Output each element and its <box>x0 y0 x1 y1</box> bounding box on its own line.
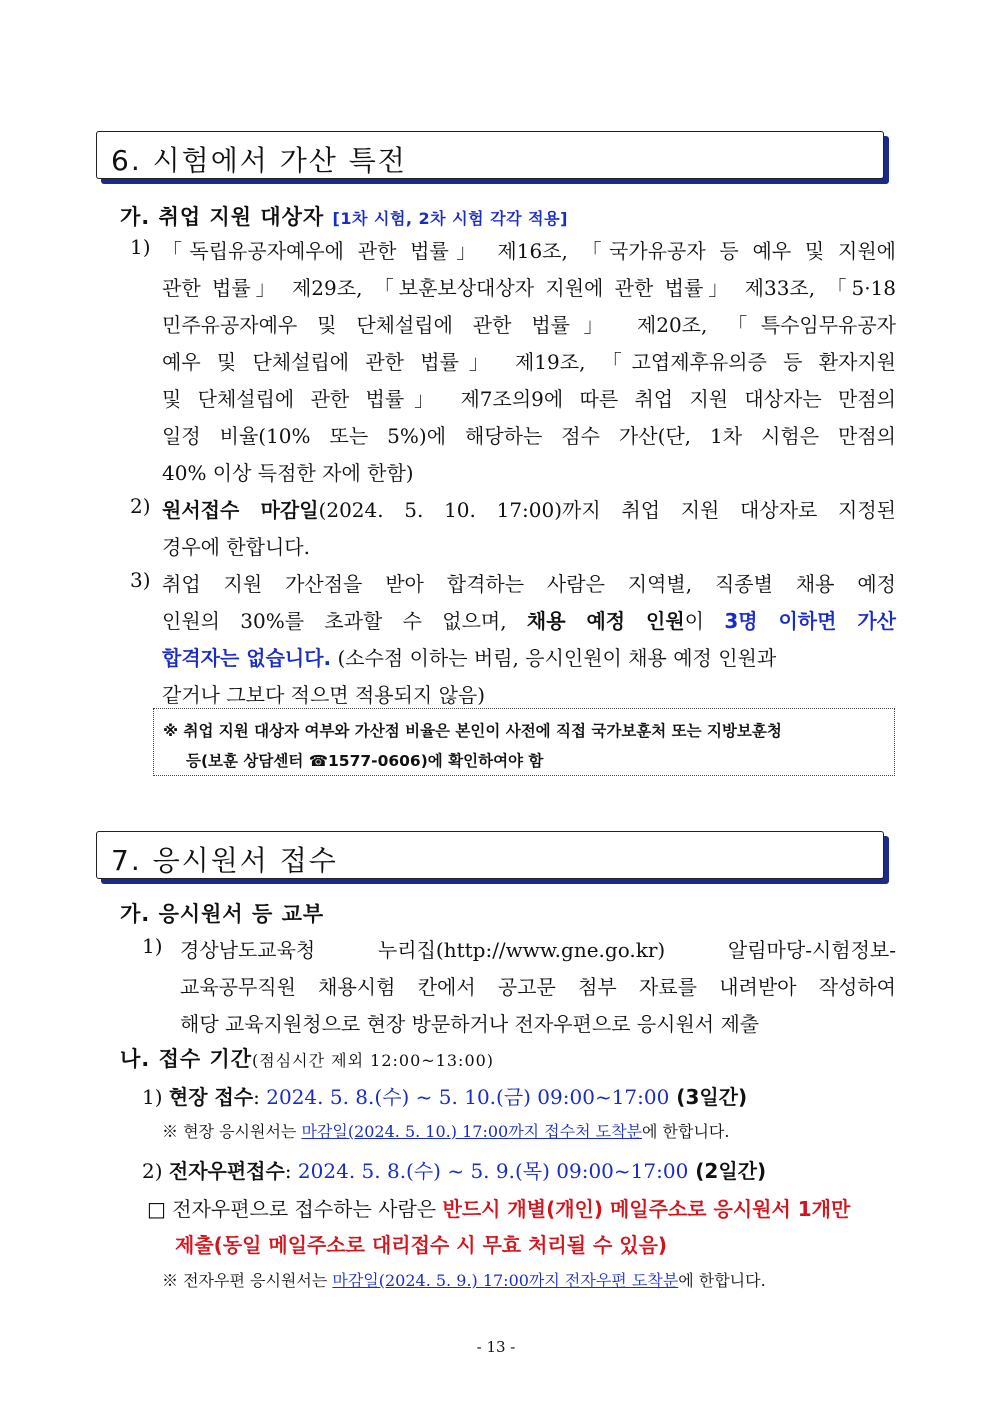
item-number: 1) <box>142 934 163 958</box>
emphasis-text: 합격자는 없습니다. <box>162 646 332 670</box>
onsite-deadline: 마감일(2024. 5. 10.) 17:00까지 접수처 도착분 <box>301 1122 643 1141</box>
subheading-title: 가. 취업 지원 대상자 <box>120 205 325 229</box>
paragraph-line: 예우 및 단체설립에 관한 법률」 제19조, 「고엽제후유의증 등 환자지원 <box>162 350 896 374</box>
paragraph-line: 민주유공자예우 및 단체설립에 관한 법률」 제20조, 「특수임무유공자 <box>162 313 896 337</box>
lunch-note: (점심시간 제외 12:00~13:00) <box>252 1051 495 1070</box>
item-number: 3) <box>130 568 151 592</box>
email-note: ※ 전자우편 응시원서는 마감일(2024. 5. 9.) 17:00까지 전자우편 도착분에 한합니다. <box>162 1271 766 1290</box>
paragraph-line: 해당 교육지원청으로 현장 방문하거나 전자우편으로 응시원서 제출 <box>180 1012 760 1036</box>
email-deadline: 마감일(2024. 5. 9.) 17:00까지 전자우편 도착분 <box>332 1271 679 1290</box>
onsite-note: ※ 현장 응시원서는 마감일(2024. 5. 10.) 17:00까지 접수처 도착분에 한합니다. <box>162 1122 730 1141</box>
item-number: 1) <box>130 235 151 259</box>
section-6-title: 6. 시험에서 가산 특전 <box>111 144 407 177</box>
subheading-reception-period <box>120 1043 494 1073</box>
deadline-label: 원서접수 마감일 <box>162 498 319 522</box>
emphasis-text: 3명 이하면 가산 <box>724 609 896 633</box>
section-7-title: 7. 응시원서 접수 <box>111 844 338 877</box>
page-number: - 13 - <box>476 1338 516 1356</box>
email-box-line: □ 전자우편으로 접수하는 사람은 반드시 개별(개인) 메일주소로 응시원서 1개만 <box>147 1197 851 1221</box>
warning-text: 반드시 개별(개인) 메일주소로 응시원서 1개만 <box>442 1197 851 1221</box>
email-box-line <box>175 1229 667 1258</box>
onsite-period: 2024. 5. 8.(수) ~ 5. 10.(금) 09:00~17:00 <box>266 1085 670 1109</box>
item-3-line: 취업 지원 가산점을 받아 합격하는 사람은 지역별, 직종별 채용 예정 <box>162 572 896 596</box>
paragraph-line: 관한 법률」 제29조, 「보훈보상대상자 지원에 관한 법률」 제33조, 「5·18 <box>162 276 896 300</box>
paragraph-line: 40% 이상 득점한 자에 한함) <box>162 461 414 485</box>
paragraph-line: 「독립유공자예우에 관한 법률」 제16조, 「국가유공자 등 예우 및 지원에 <box>162 239 896 263</box>
deadline-text: (2024. 5. 10. 17:00)까지 취업 지원 대상자로 지정된 <box>318 498 896 522</box>
item-number: 2) <box>130 494 151 518</box>
onsite-row: 1) 현장 접수: 2024. 5. 8.(수) ~ 5. 10.(금) 09:00~17:00 (3일간) <box>142 1085 748 1109</box>
subheading-form-distribution: 가. 응시원서 등 교부 <box>120 902 325 926</box>
item-3-line: 인원의 30%를 초과할 수 없으며, 채용 예정 인원이 3명 이하면 가산 <box>162 609 896 633</box>
section-7-header <box>96 831 884 879</box>
email-period: 2024. 5. 8.(수) ~ 5. 9.(목) 09:00~17:00 <box>297 1159 689 1183</box>
subheading-employment-support <box>120 201 568 231</box>
notice-line: 등(보훈 상담센터 ☎1577-0606)에 확인하여야 함 <box>186 752 544 770</box>
notice-line: ※ 취업 지원 대상자 여부와 가산점 비율은 본인이 사전에 직접 국가보훈처 또는 지방보훈청 <box>163 722 782 740</box>
section-6-header <box>96 131 884 179</box>
application-note: [1차 시험, 2차 시험 각각 적용] <box>332 209 568 228</box>
email-row: 2) 전자우편접수: 2024. 5. 8.(수) ~ 5. 9.(목) 09:00~17:00 (2일간) <box>142 1159 767 1183</box>
planned-headcount-text: 채용 예정 인원 <box>526 609 685 633</box>
paragraph-line: 일정 비율(10% 또는 5%)에 해당하는 점수 가산(단, 1차 시험은 만점의 <box>162 424 896 448</box>
warning-text: 제출(동일 메일주소로 대리접수 시 무효 처리될 수 있음) <box>175 1233 668 1257</box>
item-3-line: 합격자는 없습니다. (소수점 이하는 버림, 응시인원이 채용 예정 인원과 <box>162 646 777 670</box>
onsite-label: 현장 접수 <box>168 1085 254 1109</box>
notice-box <box>153 708 895 776</box>
subheading-title: 나. 접수 기간 <box>120 1047 253 1071</box>
paragraph-line: 경상남도교육청 누리집(http://www.gne.go.kr) 알림마당-시험정보- <box>180 938 896 962</box>
item-2-line <box>162 494 896 523</box>
item-2-line: 경우에 한합니다. <box>162 535 310 559</box>
paragraph-line: 교육공무직원 채용시험 칸에서 공고문 첨부 자료를 내려받아 작성하여 <box>180 975 896 999</box>
email-label: 전자우편접수 <box>168 1159 285 1183</box>
paragraph-line: 및 단체설립에 관한 법률」 제7조의9에 따른 취업 지원 대상자는 만점의 <box>162 387 896 411</box>
item-3-line: 같거나 그보다 적으면 적용되지 않음) <box>162 683 486 707</box>
